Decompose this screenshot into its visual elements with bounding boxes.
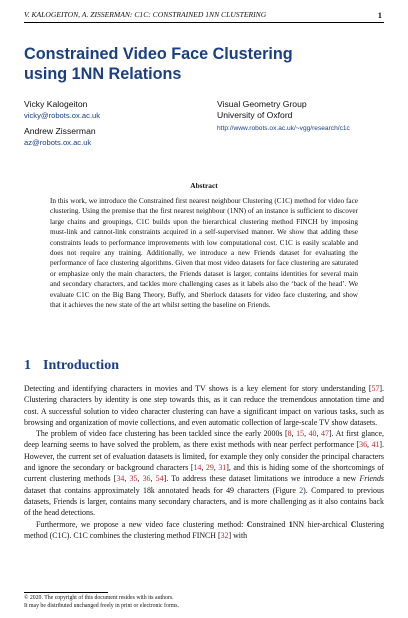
section-number: 1 [24,358,31,373]
text-run: , [304,429,309,439]
paper-title-line-2: using 1NN Relations [24,65,182,83]
affiliation-university: University of Oxford [217,110,293,120]
citation-link[interactable]: 40 [308,429,317,439]
text-run: , [150,474,156,484]
text-run: , [316,429,322,439]
citation-link[interactable]: 47 [321,429,329,439]
author-email[interactable]: az@robots.ox.ac.uk [24,138,92,147]
abstract-text: In this work, we introduce the Constrained first nearest neighbour Clustering (C1C) method for video face clustering. Using the premise that the first nearest neighbour (1NN) of an instance is sufficient to discover large chains and groupings, C1C builds upon the hierarchical clustering method FINCH by imposing must-link and cannot-link constraints acquired in a self-supervised manner. We show that adding these constraints leads to performance improvements with low computational cost. C1C is easily scalable and does not require any training. Additionally, we introduce a new Friends dataset for evaluating the performance of face clustering algorithms. Given that most video datasets for face clustering are saturated or emphasize only the main characters, the Friends dataset is larger, contains identities for several main and secondary characters, and tackles more challenging cases as it labels also the ‘back of the head’. We evaluate C1C on the Big Bang Theory, Buffy, and Sherlock datasets for video face clustering, and show that it achieves the new state of the art whilst setting the baseline on Friends. [50,197,358,310]
project-url[interactable]: http://www.robots.ox.ac.uk/~vgg/research/c1c [217,125,350,132]
section-title: Introduction [43,358,119,373]
text-run: ). Compared to previous datasets, Friends is larger, contains many secondary characters, and is more challenging as it also contains back of the head detections. [24,485,384,518]
citation-link[interactable]: 41 [371,440,380,450]
citation-link[interactable]: 8 [287,429,292,439]
author-email[interactable]: vicky@robots.ox.ac.uk [24,111,101,120]
text-run: , [367,440,372,450]
text-run: , [291,429,297,439]
citation-link[interactable]: 31 [218,463,227,473]
abstract-heading: Abstract [190,181,218,190]
running-title: V. KALOGEITON, A. ZISSERMAN: C1C: CONSTRAINED 1NN CLUSTERING [24,10,267,19]
copyright-line-2: It may be distributed unchanged freely in print or electronic forms. [24,603,180,610]
citation-link[interactable]: 54 [155,474,164,484]
figure-reference-link[interactable]: 2 [299,485,304,495]
text-run: ]. To address these dataset limitations we introduce a new [163,474,360,484]
text-run: lustering method (C1C). C1C combines the clustering method FINCH [ [24,519,385,540]
text-run: NN hier-archical [292,519,351,529]
citation-link[interactable]: 35 [129,474,138,484]
citation-link[interactable]: 32 [220,530,229,540]
section-heading [24,358,119,374]
citation-link[interactable]: 14 [193,463,202,473]
text-run: ] with [228,530,248,540]
citation-link[interactable]: 36 [359,440,368,450]
author-name: Andrew Zisserman [24,126,96,136]
bold-letter: C [246,519,253,529]
footnote-rule [24,592,108,593]
bold-letter: C [350,519,357,529]
abstract-body [50,196,358,310]
affiliation-block [217,99,350,134]
paper-title-line-1: Constrained Video Face Clustering [24,45,293,63]
text-run: , [124,474,130,484]
text-run: ]. At first glance, deep learning seems to have solved the problem, as there exist methods with near perfect performance [ [24,429,384,450]
text-run: , [137,474,143,484]
text-run: onstrained [252,519,289,529]
author-block-1 [24,99,100,121]
citation-link[interactable]: 57 [371,384,380,393]
text-run: , [201,463,206,473]
affiliation-group: Visual Geometry Group [217,99,307,109]
page-number: 1 [377,10,382,20]
text-run: Detecting and identifying characters in movies and TV shows is a key element for story understanding [ [24,384,372,393]
running-header [24,10,384,22]
text-run: ], and this is hiding some of the shortcomings of current clustering methods [ [24,463,384,484]
paragraph [24,383,384,428]
text-run: ]. However, the current set of evaluation datasets is limited, for example they only consider the principal characters and ignore the secondary or background characters [ [24,440,384,473]
bold-letter: 1 [288,519,293,529]
paragraph [24,519,384,542]
author-name: Vicky Kalogeiton [24,99,88,109]
paper-title [24,44,364,84]
text-run: Furthermore, we propose a new video face clustering method: [36,519,247,529]
copyright-line-1: © 2020. The copyright of this document resides with its authors. [24,595,174,601]
citation-link[interactable]: 36 [142,474,151,484]
citation-link[interactable]: 29 [205,463,214,473]
italic-term: Friends [359,474,384,484]
header-rule [24,22,384,23]
copyright-footnote [24,594,179,610]
text-run: ]. Clustering characters by identity is one step towards this, as it can reduce the tremendous annotation time and cost. A successful solution to video character clustering can have a significant impact on various tasks, such as browsing and organization of movie collections, and even automatic collection of large-scale TV show datasets. [24,384,384,427]
author-block-2 [24,126,96,148]
text-run: , [213,463,219,473]
text-run: dataset that contains approximately 18k annotated heads for 49 characters (Figure [24,485,300,495]
citation-link[interactable]: 34 [116,474,125,484]
introduction-body [24,383,384,541]
text-run: The problem of video face clustering has been tackled since the early 2000s [ [36,429,288,439]
paragraph [24,428,384,518]
citation-link[interactable]: 15 [296,429,305,439]
